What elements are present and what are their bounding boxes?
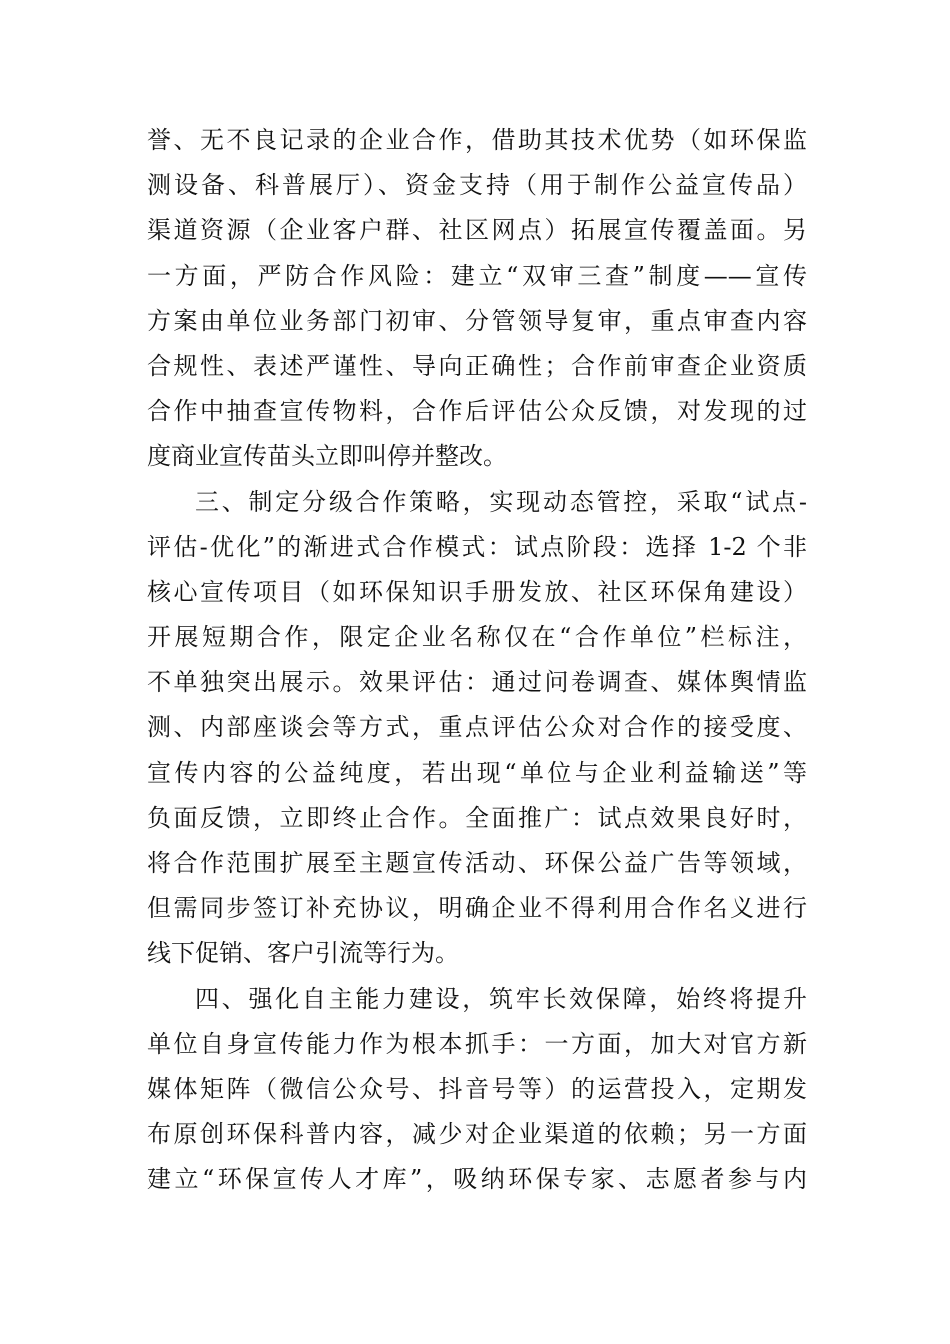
text-line: 方案由单位业务部门初审、分管领导复审，重点审查内容 [147, 306, 807, 335]
text-line: 负面反馈，立即终止合作。全面推广：试点效果良好时， [147, 803, 807, 832]
text-line: 合作中抽查宣传物料，合作后评估公众反馈，对发现的过 [147, 397, 807, 426]
body-text [147, 118, 807, 1203]
text-line: 合规性、表述严谨性、导向正确性；合作前审查企业资质 [147, 351, 807, 380]
text-line: 誉、无不良记录的企业合作，借助其技术优势（如环保监 [147, 126, 807, 154]
text-line: 度商业宣传苗头立即叫停并整改。 [147, 442, 507, 471]
text-line: 开展短期合作，限定企业名称仅在“合作单位”栏标注， [147, 623, 807, 652]
text-line: 核心宣传项目（如环保知识手册发放、社区环保角建设） [147, 577, 807, 606]
text-line: 媒体矩阵（微信公众号、抖音号等）的运营投入，定期发 [147, 1074, 807, 1103]
section-three-heading-line: 三、制定分级合作策略，实现动态管控，采取“试点- [195, 487, 807, 516]
text-line: 一方面，严防合作风险：建立“双审三查”制度——宣传 [147, 261, 807, 290]
text-line: 测、内部座谈会等方式，重点评估公众对合作的接受度、 [147, 713, 807, 742]
text-line: 不单独突出展示。效果评估：通过问卷调查、媒体舆情监 [147, 668, 807, 697]
text-line: 但需同步签订补充协议，明确企业不得利用合作名义进行 [147, 894, 807, 923]
text-line: 将合作范围扩展至主题宣传活动、环保公益广告等领域， [147, 849, 807, 877]
text-line: 渠道资源（企业客户群、社区网点）拓展宣传覆盖面。另 [147, 216, 807, 245]
text-line: 测设备、科普展厅）、资金支持（用于制作公益宣传品） [147, 171, 807, 200]
text-line: 评估-优化”的渐进式合作模式：试点阶段：选择 1-2 个非 [147, 532, 807, 561]
section-four-heading-line: 四、强化自主能力建设，筑牢长效保障，始终将提升 [195, 984, 807, 1013]
text-line: 宣传内容的公益纯度，若出现“单位与企业利益输送”等 [147, 758, 807, 787]
text-line: 布原创环保科普内容，减少对企业渠道的依赖；另一方面 [147, 1120, 807, 1149]
text-line: 建立“环保宣传人才库”，吸纳环保专家、志愿者参与内 [147, 1165, 807, 1194]
text-line: 单位自身宣传能力作为根本抓手：一方面，加大对官方新 [147, 1029, 807, 1058]
text-line: 线下促销、客户引流等行为。 [147, 939, 459, 968]
